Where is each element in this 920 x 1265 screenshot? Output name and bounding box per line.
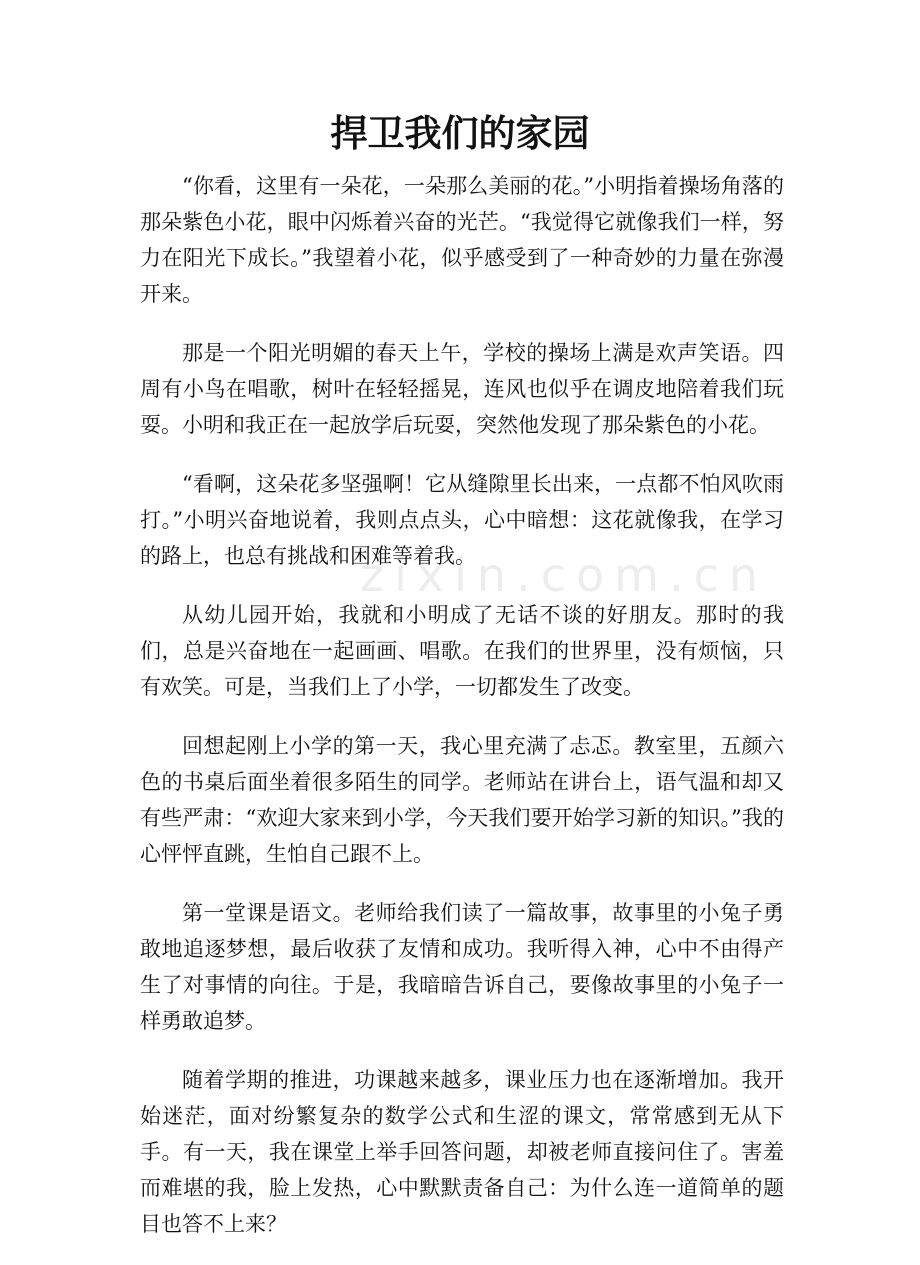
paragraph-4: 从幼儿园开始，我就和小明成了无话不谈的好朋友。那时的我们，总是兴奋地在一起画画、唱歌。在我们的世界里，没有烦恼，只有欢笑。可是，当我们上了小学，一切都发生了改变。 <box>140 603 784 699</box>
paragraph-3: “看啊，这朵花多坚强啊！它从缝隙里长出来，一点都不怕风吹雨打。”小明兴奋地说着，我则点点头，心中暗想：这花就像我，在学习的路上，也总有挑战和困难等着我。 <box>140 472 784 568</box>
paragraph-2: 那是一个阳光明媚的春天上午，学校的操场上满是欢声笑语。四周有小鸟在唱歌，树叶在轻轻摇晃，连风也似乎在调皮地陪着我们玩耍。小明和我正在一起放学后玩耍，突然他发现了那朵紫色的小花。 <box>140 341 784 437</box>
document-title: 捍卫我们的家园 <box>330 112 590 155</box>
paragraph-6: 第一堂课是语文。老师给我们读了一篇故事，故事里的小兔子勇敢地追逐梦想，最后收获了友情和成功。我听得入神，心中不由得产生了对事情的向往。于是，我暗暗告诉自己，要像故事里的小兔子一样勇敢追梦。 <box>140 901 784 1033</box>
paragraph-5: 回想起刚上小学的第一天，我心里充满了忐忑。教室里，五颜六色的书桌后面坐着很多陌生的同学。老师站在讲台上，语气温和却又有些严肃：“欢迎大家来到小学，今天我们要开始学习新的知识。”我的心怦怦直跳，生怕自己跟不上。 <box>140 734 784 866</box>
paragraph-7: 随着学期的推进，功课越来越多，课业压力也在逐渐增加。我开始迷茫，面对纷繁复杂的数学公式和生涩的课文，常常感到无从下手。有一天，我在课堂上举手回答问题，却被老师直接问住了。害羞而难堪的我，脸上发热，心中默默责备自己：为什么连一道简单的题目也答不上来？ <box>140 1068 784 1236</box>
document-body <box>140 168 784 1265</box>
watermark: zixin.com.cn <box>360 548 769 602</box>
paragraph-1: “你看，这里有一朵花，一朵那么美丽的花。”小明指着操场角落的那朵紫色小花，眼中闪烁着兴奋的光芒。“我觉得它就像我们一样，努力在阳光下成长。”我望着小花，似乎感受到了一种奇妙的力量在弥漫开来。 <box>140 174 784 306</box>
